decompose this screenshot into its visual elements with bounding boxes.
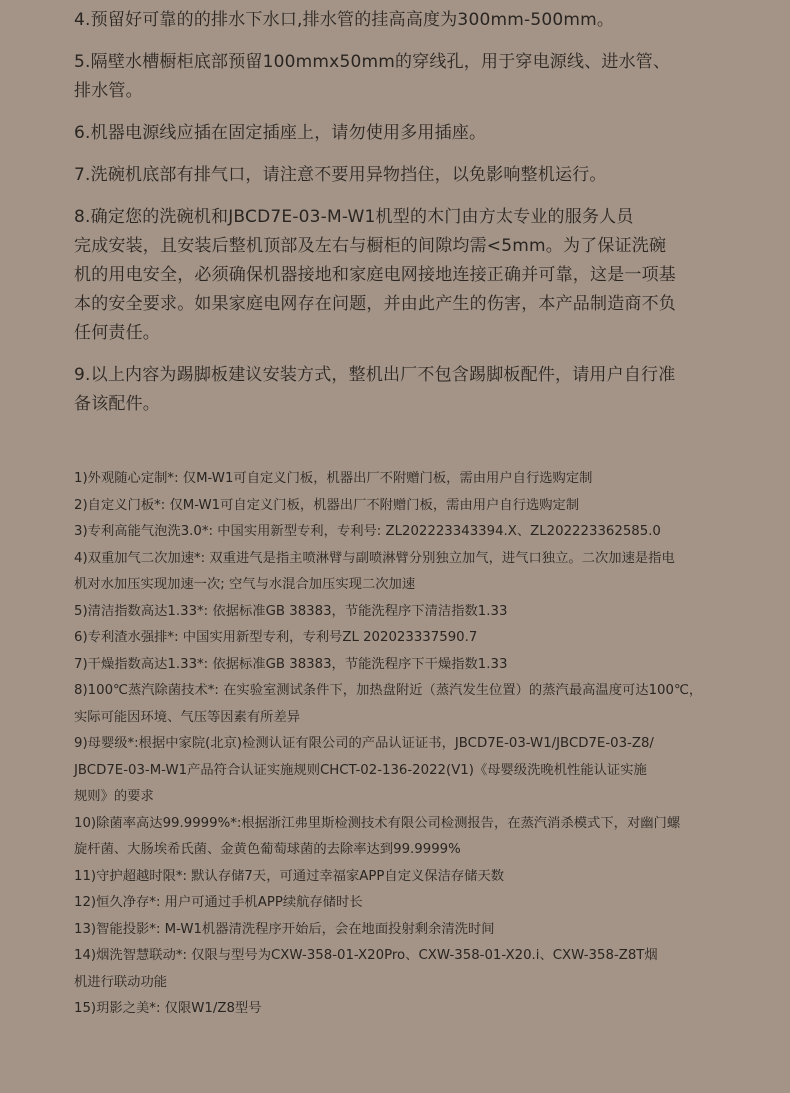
instruction-5: 5.隔壁水槽橱柜底部预留100mmx50mm的穿线孔，用于穿电源线、进水管、 排水管。 bbox=[74, 52, 671, 101]
footnote-6: 6)专利渣水强排*: 中国实用新型专利，专利号ZL 202023337590.7 bbox=[74, 630, 478, 645]
instruction-7: 7.洗碗机底部有排气口，请注意不要用异物挡住，以免影响整机运行。 bbox=[74, 165, 607, 185]
footnote-1: 1)外观随心定制*: 仅M-W1可自定义门板，机器出厂不附赠门板，需由用户自行选购定制 bbox=[74, 471, 593, 486]
footnote-12: 12)恒久净存*: 用户可通过手机APP续航存储时长 bbox=[74, 895, 363, 910]
footnote-4: 4)双重加气二次加速*: 双重进气是指主喷淋臂与副喷淋臂分别独立加气，进气口独立。二次加速是指电 机对水加压实现加速一次; 空气与水混合加压实现二次加速 bbox=[74, 550, 675, 592]
instruction-6: 6.机器电源线应插在固定插座上，请勿使用多用插座。 bbox=[74, 123, 487, 143]
footnote-10: 10)除菌率高达99.9999%*:根据浙江弗里斯检测技术有限公司检测报告，在蒸汽消杀模式下，对幽门螺 旋杆菌、大肠埃希氏菌、金黄色葡萄球菌的去除率达到99.9999% bbox=[74, 815, 681, 857]
footnote-14: 14)烟洗智慧联动*: 仅限与型号为CXW-358-01-X20Pro、CXW-358-01-X20.i、CXW-358-Z8T烟 机进行联动功能 bbox=[74, 948, 658, 990]
instruction-8: 8.确定您的洗碗机和JBCD7E-03-M-W1机型的木门由方太专业的服务人员 完成安装，且安装后整机顶部及左右与橱柜的间隙均需<5mm。为了保证洗碗 机的用电安全，必须确保机器接地和家庭电网接地连接正确并可靠，这是一项基 本的安全要求。如果家庭电网存在问题，并由此产生的伤害，本产品制造商不负 任何责任。 bbox=[74, 207, 676, 343]
instruction-4: 4.预留好可靠的的排水下水口,排水管的挂高高度为300mm-500mm。 bbox=[74, 10, 615, 30]
footnote-7: 7)干燥指数高达1.33*: 依据标准GB 38383，节能洗程序下干燥指数1.33 bbox=[74, 656, 508, 672]
footnote-11: 11)守护超越时限*: 默认存储7天，可通过幸福家APP自定义保洁存储天数 bbox=[74, 868, 505, 884]
footnote-13: 13)智能投影*: M-W1机器清洗程序开始后，会在地面投射剩余清洗时间 bbox=[74, 921, 495, 937]
instruction-9: 9.以上内容为踢脚板建议安装方式，整机出厂不包含踢脚板配件，请用户自行准 备该配件。 bbox=[74, 365, 676, 414]
installation-instructions bbox=[74, 6, 724, 432]
footnote-3: 3)专利高能气泡洗3.0*: 中国实用新型专利，专利号: ZL202223343394.X、ZL202223362585.0 bbox=[74, 524, 661, 539]
footnote-8: 8)100℃蒸汽除菌技术*: 在实验室测试条件下，加热盘附近（蒸汽发生位置）的蒸汽最高温度可达100℃， 实际可能因环境、气压等因素有所差异 bbox=[74, 683, 703, 725]
footnote-5: 5)清洁指数高达1.33*: 依据标准GB 38383，节能洗程序下清洁指数1.33 bbox=[74, 603, 508, 619]
footnote-9: 9)母婴级*:根据中家院(北京)检测认证有限公司的产品认证证书，JBCD7E-03-W1/JBCD7E-03-Z8/ JBCD7E-03-M-W1产品符合认证实施规则CHCT-02-136-2022(V1)《母婴级洗晚机性能认证实施 规则》的要求 bbox=[74, 736, 654, 804]
footnotes bbox=[74, 466, 724, 1023]
footnote-15: 15)玥影之美*: 仅限W1/Z8型号 bbox=[74, 1001, 262, 1016]
footnote-2: 2)自定义门板*: 仅M-W1可自定义门板，机器出厂不附赠门板，需由用户自行选购定制 bbox=[74, 497, 580, 513]
